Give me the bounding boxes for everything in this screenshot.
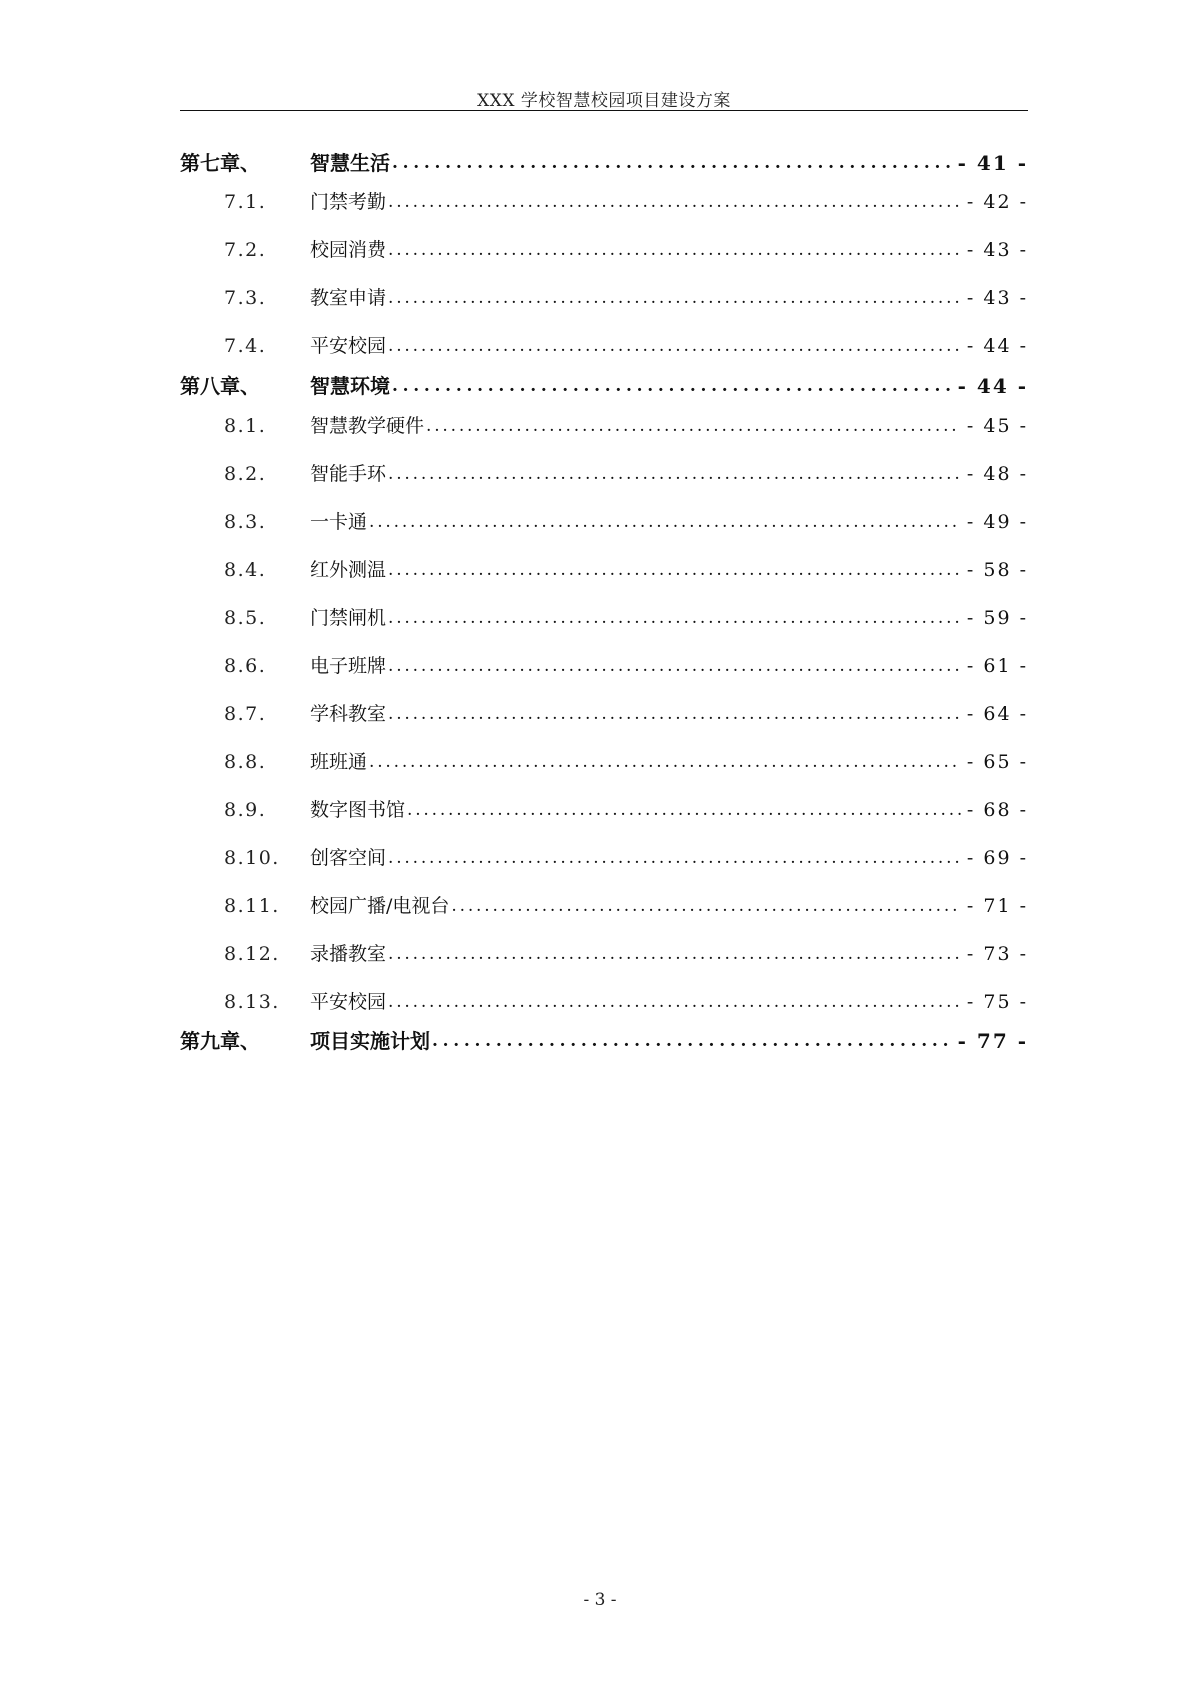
toc-chapter-entry[interactable] [180,371,1028,401]
toc-entry-page: - 65 - [966,751,1028,773]
toc-entry-number: 8.1. [224,415,267,437]
toc-entry-title: 门禁闸机 [310,607,387,629]
toc-entry-number: 7.3. [224,287,267,309]
toc-entry-page: - 75 - [966,991,1028,1013]
toc-dot-leader [388,651,961,681]
toc-entry-title: 录播教室 [310,943,387,965]
toc-entry-title: 平安校园 [310,335,387,357]
toc-entry-page: - 68 - [966,799,1028,821]
toc-entry-number: 8.9. [224,799,267,821]
toc-dot-leader [388,459,961,489]
toc-section-entry[interactable] [180,795,1028,825]
toc-section-entry[interactable] [180,651,1028,681]
toc-entry-number: 8.4. [224,559,267,581]
toc-entry-title: 数字图书馆 [310,799,406,821]
toc-entry-page: - 42 - [966,191,1028,213]
toc-section-entry[interactable] [180,507,1028,537]
toc-entry-title: 班班通 [310,751,368,773]
toc-section-entry[interactable] [180,891,1028,921]
toc-entry-number: 8.12. [224,943,280,965]
toc-section-entry[interactable] [180,555,1028,585]
toc-entry-title: 电子班牌 [310,655,387,677]
toc-entry-number: 8.6. [224,655,267,677]
toc-entry-number: 8.10. [224,847,280,869]
toc-entry-page: - 71 - [966,895,1028,917]
toc-entry-title: 红外测温 [310,559,387,581]
toc-entry-page: - 43 - [966,287,1028,309]
toc-entry-number: 8.5. [224,607,267,629]
toc-entry-number: 第九章、 [180,1029,260,1053]
toc-dot-leader [407,795,961,825]
toc-dot-leader [432,1026,952,1056]
toc-entry-page: - 61 - [966,655,1028,677]
toc-entry-title: 平安校园 [310,991,387,1013]
toc-entry-page: - 45 - [966,415,1028,437]
toc-entry-number: 第七章、 [180,151,260,175]
toc-entry-page: - 59 - [966,607,1028,629]
toc-section-entry[interactable] [180,747,1028,777]
header-divider [180,110,1028,111]
toc-section-entry[interactable] [180,939,1028,969]
toc-entry-page: - 49 - [966,511,1028,533]
toc-chapter-entry[interactable] [180,1026,1028,1056]
toc-section-entry[interactable] [180,235,1028,265]
toc-entry-page: - 43 - [966,239,1028,261]
toc-dot-leader [369,507,961,537]
toc-entry-number: 8.8. [224,751,267,773]
toc-entry-title: 校园广播/电视台 [310,895,450,917]
toc-dot-leader [451,891,960,921]
toc-entry-number: 8.13. [224,991,280,1013]
toc-entry-page: - 77 - [957,1029,1028,1053]
toc-dot-leader [426,411,961,441]
toc-entry-title: 门禁考勤 [310,191,387,213]
toc-section-entry[interactable] [180,987,1028,1017]
toc-entry-page: - 44 - [966,335,1028,357]
toc-entry-page: - 48 - [966,463,1028,485]
toc-section-entry[interactable] [180,699,1028,729]
toc-entry-title: 项目实施计划 [310,1029,430,1053]
toc-entry-page: - 69 - [966,847,1028,869]
toc-section-entry[interactable] [180,411,1028,441]
toc-entry-number: 7.1. [224,191,267,213]
toc-dot-leader [392,371,952,401]
toc-entry-page: - 44 - [957,374,1028,398]
toc-dot-leader [388,603,961,633]
page-number: - 3 - [583,1590,617,1610]
toc-dot-leader [388,235,961,265]
toc-dot-leader [369,747,961,777]
toc-entry-number: 8.3. [224,511,267,533]
toc-section-entry[interactable] [180,331,1028,361]
toc-dot-leader [388,699,961,729]
toc-entry-number: 第八章、 [180,374,260,398]
toc-dot-leader [388,939,961,969]
toc-entry-title: 学科教室 [310,703,387,725]
toc-entry-page: - 41 - [957,151,1028,175]
toc-entry-title: 智慧环境 [310,374,390,398]
toc-section-entry[interactable] [180,603,1028,633]
toc-entry-page: - 73 - [966,943,1028,965]
toc-dot-leader [388,843,961,873]
toc-entry-title: 智慧生活 [310,151,390,175]
toc-dot-leader [388,555,961,585]
toc-section-entry[interactable] [180,187,1028,217]
toc-dot-leader [388,331,961,361]
toc-chapter-entry[interactable] [180,148,1028,178]
toc-dot-leader [388,283,961,313]
toc-dot-leader [392,148,952,178]
toc-section-entry[interactable] [180,843,1028,873]
toc-entry-number: 8.11. [224,895,280,917]
page-header-title: XXX 学校智慧校园项目建设方案 [477,91,731,111]
toc-entry-title: 智慧教学硬件 [310,415,425,437]
toc-entry-page: - 64 - [966,703,1028,725]
toc-entry-number: 8.7. [224,703,267,725]
toc-entry-title: 一卡通 [310,511,368,533]
toc-entry-number: 7.2. [224,239,267,261]
toc-section-entry[interactable] [180,459,1028,489]
toc-dot-leader [388,187,961,217]
toc-entry-title: 校园消费 [310,239,387,261]
toc-section-entry[interactable] [180,283,1028,313]
toc-entry-number: 7.4. [224,335,267,357]
toc-entry-title: 教室申请 [310,287,387,309]
toc-entry-title: 智能手环 [310,463,387,485]
toc-entry-number: 8.2. [224,463,267,485]
toc-dot-leader [388,987,961,1017]
toc-entry-title: 创客空间 [310,847,387,869]
toc-entry-page: - 58 - [966,559,1028,581]
